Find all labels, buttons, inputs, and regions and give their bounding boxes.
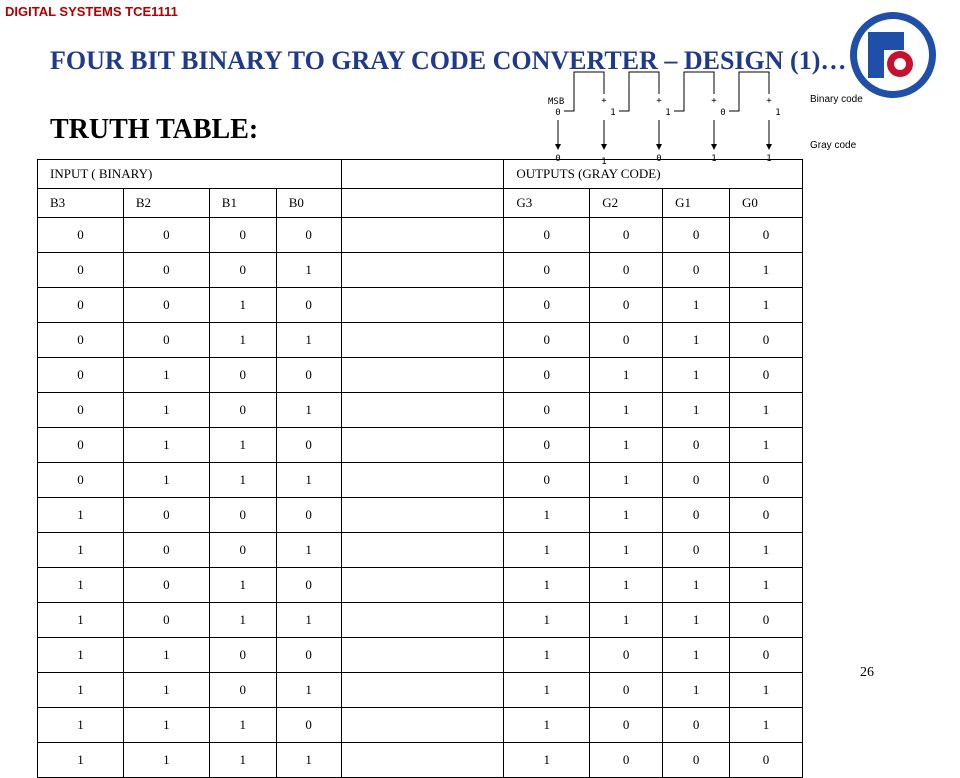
binary-bit: 1 bbox=[775, 108, 781, 118]
table-row bbox=[38, 323, 803, 358]
xor-symbol: + bbox=[601, 96, 607, 106]
table-cell: 0 bbox=[590, 323, 663, 358]
table-row bbox=[38, 638, 803, 673]
table-cell: 1 bbox=[276, 393, 341, 428]
truth-table-heading: TRUTH TABLE: bbox=[50, 114, 259, 145]
gray-bit: 0 bbox=[555, 154, 561, 164]
table-cell: 1 bbox=[276, 463, 341, 498]
table-cell: 0 bbox=[663, 533, 730, 568]
table-cell: 1 bbox=[730, 533, 803, 568]
table-cell: 0 bbox=[123, 498, 209, 533]
table-cell: 1 bbox=[663, 323, 730, 358]
table-cell: 0 bbox=[590, 708, 663, 743]
table-cell: 1 bbox=[276, 253, 341, 288]
table-cell: 1 bbox=[730, 253, 803, 288]
table-cell: 0 bbox=[730, 358, 803, 393]
table-cell: 0 bbox=[38, 323, 124, 358]
table-cell: 0 bbox=[123, 568, 209, 603]
xor-symbol: + bbox=[766, 96, 772, 106]
xor-symbol: + bbox=[711, 96, 717, 106]
table-cell: 0 bbox=[276, 498, 341, 533]
table-cell: 0 bbox=[209, 533, 276, 568]
table-cell: 0 bbox=[730, 603, 803, 638]
table-cell: 0 bbox=[123, 323, 209, 358]
spacer-cell bbox=[341, 358, 504, 393]
table-cell: 0 bbox=[663, 743, 730, 778]
table-cell: 0 bbox=[590, 253, 663, 288]
table-cell: 1 bbox=[504, 673, 590, 708]
table-row bbox=[38, 253, 803, 288]
table-cell: 1 bbox=[504, 638, 590, 673]
table-cell: 1 bbox=[663, 358, 730, 393]
table-cell: 0 bbox=[38, 288, 124, 323]
table-cell: 1 bbox=[209, 463, 276, 498]
table-cell: 0 bbox=[38, 393, 124, 428]
table-cell: 0 bbox=[38, 358, 124, 393]
table-cell: 0 bbox=[276, 358, 341, 393]
table-cell: 1 bbox=[123, 743, 209, 778]
binary-code-legend: Binary code bbox=[810, 94, 863, 105]
spacer-cell bbox=[341, 288, 504, 323]
table-cell: 0 bbox=[663, 463, 730, 498]
table-cell: 0 bbox=[730, 323, 803, 358]
table-row bbox=[38, 743, 803, 778]
table-cell: 0 bbox=[730, 218, 803, 253]
table-cell: 1 bbox=[123, 708, 209, 743]
spacer-cell bbox=[341, 708, 504, 743]
binary-bit: 0 bbox=[555, 108, 561, 118]
table-cell: 1 bbox=[590, 463, 663, 498]
table-row bbox=[38, 358, 803, 393]
table-cell: 1 bbox=[504, 603, 590, 638]
table-cell: 1 bbox=[730, 673, 803, 708]
table-cell: 0 bbox=[504, 428, 590, 463]
table-cell: 0 bbox=[209, 218, 276, 253]
university-logo-icon bbox=[848, 10, 938, 100]
table-cell: 1 bbox=[38, 708, 124, 743]
spacer-cell bbox=[341, 323, 504, 358]
arrow-head-icon bbox=[711, 144, 717, 150]
table-cell: 1 bbox=[123, 393, 209, 428]
table-cell: 1 bbox=[38, 673, 124, 708]
spacer-cell bbox=[341, 673, 504, 708]
table-cell: 0 bbox=[590, 218, 663, 253]
table-row bbox=[38, 568, 803, 603]
spacer-cell bbox=[341, 498, 504, 533]
table-cell: 0 bbox=[504, 218, 590, 253]
column-header: G3 bbox=[504, 189, 590, 218]
table-cell: 1 bbox=[504, 743, 590, 778]
table-cell: 0 bbox=[276, 708, 341, 743]
group-header-row bbox=[38, 160, 803, 189]
table-cell: 0 bbox=[276, 218, 341, 253]
table-cell: 0 bbox=[663, 708, 730, 743]
table-cell: 1 bbox=[38, 743, 124, 778]
table-cell: 0 bbox=[730, 498, 803, 533]
column-header: G0 bbox=[730, 189, 803, 218]
table-cell: 0 bbox=[590, 743, 663, 778]
table-cell: 1 bbox=[504, 498, 590, 533]
spacer-cell bbox=[341, 393, 504, 428]
input-group-header: INPUT ( BINARY) bbox=[38, 160, 342, 189]
binary-to-gray-diagram bbox=[540, 68, 790, 168]
table-row bbox=[38, 708, 803, 743]
output-group-header: OUTPUTS (GRAY CODE) bbox=[504, 160, 803, 189]
table-cell: 1 bbox=[276, 533, 341, 568]
table-cell: 1 bbox=[730, 428, 803, 463]
arrow-head-icon bbox=[601, 144, 607, 150]
binary-bit: 1 bbox=[665, 108, 671, 118]
table-cell: 0 bbox=[123, 533, 209, 568]
table-cell: 1 bbox=[730, 568, 803, 603]
table-cell: 0 bbox=[209, 393, 276, 428]
spacer-cell bbox=[341, 189, 504, 218]
table-cell: 0 bbox=[590, 673, 663, 708]
table-cell: 0 bbox=[209, 638, 276, 673]
table-cell: 0 bbox=[504, 253, 590, 288]
table-cell: 1 bbox=[663, 673, 730, 708]
table-cell: 1 bbox=[590, 358, 663, 393]
table-cell: 1 bbox=[276, 603, 341, 638]
table-cell: 1 bbox=[663, 638, 730, 673]
table-cell: 0 bbox=[209, 358, 276, 393]
table-cell: 0 bbox=[38, 463, 124, 498]
table-cell: 1 bbox=[209, 603, 276, 638]
table-cell: 1 bbox=[38, 498, 124, 533]
table-cell: 1 bbox=[123, 638, 209, 673]
connector-line bbox=[564, 72, 604, 111]
table-cell: 1 bbox=[730, 393, 803, 428]
spacer-cell bbox=[341, 428, 504, 463]
table-cell: 0 bbox=[123, 288, 209, 323]
table-cell: 0 bbox=[38, 253, 124, 288]
spacer-cell bbox=[341, 743, 504, 778]
msb-label: MSB bbox=[548, 97, 565, 107]
table-cell: 1 bbox=[276, 743, 341, 778]
table-cell: 1 bbox=[123, 673, 209, 708]
table-cell: 1 bbox=[38, 638, 124, 673]
connector-line bbox=[619, 72, 659, 111]
gray-bit: 1 bbox=[601, 157, 607, 167]
table-cell: 1 bbox=[590, 533, 663, 568]
slide-number: 26 bbox=[860, 665, 874, 680]
table-cell: 0 bbox=[730, 743, 803, 778]
gray-bit: 1 bbox=[766, 154, 772, 164]
table-cell: 0 bbox=[504, 288, 590, 323]
arrow-head-icon bbox=[555, 144, 561, 150]
table-cell: 0 bbox=[504, 358, 590, 393]
spacer-cell bbox=[341, 638, 504, 673]
table-cell: 0 bbox=[276, 428, 341, 463]
table-cell: 1 bbox=[209, 708, 276, 743]
table-cell: 0 bbox=[276, 568, 341, 603]
table-cell: 0 bbox=[38, 428, 124, 463]
truth-table bbox=[37, 159, 803, 778]
spacer-cell bbox=[341, 218, 504, 253]
gray-code-legend: Gray code bbox=[810, 140, 857, 151]
arrow-head-icon bbox=[656, 144, 662, 150]
table-cell: 0 bbox=[504, 323, 590, 358]
gray-bit: 1 bbox=[711, 154, 717, 164]
spacer-cell bbox=[341, 253, 504, 288]
spacer-cell bbox=[341, 533, 504, 568]
binary-bit: 0 bbox=[720, 108, 726, 118]
table-cell: 1 bbox=[590, 498, 663, 533]
truth-table-body bbox=[38, 160, 803, 778]
arrow-head-icon bbox=[766, 144, 772, 150]
table-cell: 1 bbox=[663, 288, 730, 323]
table-cell: 1 bbox=[38, 533, 124, 568]
table-cell: 1 bbox=[123, 463, 209, 498]
spacer-cell bbox=[341, 160, 504, 189]
table-cell: 1 bbox=[123, 428, 209, 463]
table-cell: 1 bbox=[209, 428, 276, 463]
course-label: DIGITAL SYSTEMS TCE1111 bbox=[5, 4, 178, 19]
table-cell: 0 bbox=[504, 463, 590, 498]
table-cell: 1 bbox=[730, 288, 803, 323]
table-cell: 1 bbox=[590, 603, 663, 638]
gray-bit: 0 bbox=[656, 154, 662, 164]
column-header: G1 bbox=[663, 189, 730, 218]
table-cell: 1 bbox=[663, 393, 730, 428]
table-row bbox=[38, 463, 803, 498]
table-cell: 1 bbox=[209, 743, 276, 778]
table-cell: 0 bbox=[276, 638, 341, 673]
column-header: G2 bbox=[590, 189, 663, 218]
table-cell: 1 bbox=[209, 323, 276, 358]
table-cell: 0 bbox=[730, 638, 803, 673]
table-cell: 1 bbox=[590, 393, 663, 428]
spacer-cell bbox=[341, 463, 504, 498]
table-cell: 0 bbox=[590, 288, 663, 323]
table-cell: 0 bbox=[663, 428, 730, 463]
table-cell: 1 bbox=[276, 673, 341, 708]
spacer-cell bbox=[341, 603, 504, 638]
table-cell: 0 bbox=[123, 253, 209, 288]
table-cell: 1 bbox=[504, 708, 590, 743]
table-cell: 1 bbox=[38, 568, 124, 603]
table-cell: 0 bbox=[590, 638, 663, 673]
table-cell: 1 bbox=[590, 428, 663, 463]
table-row bbox=[38, 498, 803, 533]
table-cell: 0 bbox=[276, 288, 341, 323]
table-cell: 0 bbox=[663, 218, 730, 253]
table-cell: 0 bbox=[123, 603, 209, 638]
column-header: B1 bbox=[209, 189, 276, 218]
table-cell: 1 bbox=[276, 323, 341, 358]
table-cell: 0 bbox=[209, 498, 276, 533]
connector-line bbox=[674, 72, 714, 111]
table-row bbox=[38, 603, 803, 638]
column-header: B3 bbox=[38, 189, 124, 218]
spacer-cell bbox=[341, 568, 504, 603]
table-cell: 0 bbox=[663, 498, 730, 533]
table-cell: 1 bbox=[663, 568, 730, 603]
binary-bit: 1 bbox=[610, 108, 616, 118]
table-cell: 0 bbox=[38, 218, 124, 253]
table-row bbox=[38, 218, 803, 253]
table-cell: 1 bbox=[209, 568, 276, 603]
table-row bbox=[38, 673, 803, 708]
table-cell: 1 bbox=[730, 708, 803, 743]
table-cell: 1 bbox=[504, 533, 590, 568]
table-row bbox=[38, 393, 803, 428]
table-cell: 0 bbox=[730, 463, 803, 498]
table-cell: 0 bbox=[209, 673, 276, 708]
table-cell: 0 bbox=[504, 393, 590, 428]
table-cell: 1 bbox=[209, 288, 276, 323]
column-header: B2 bbox=[123, 189, 209, 218]
connector-line bbox=[729, 72, 769, 111]
table-row bbox=[38, 288, 803, 323]
table-cell: 1 bbox=[123, 358, 209, 393]
table-cell: 0 bbox=[209, 253, 276, 288]
table-row bbox=[38, 533, 803, 568]
table-cell: 1 bbox=[590, 568, 663, 603]
column-header: B0 bbox=[276, 189, 341, 218]
table-row bbox=[38, 428, 803, 463]
table-cell: 0 bbox=[123, 218, 209, 253]
table-cell: 1 bbox=[504, 568, 590, 603]
xor-symbol: + bbox=[656, 96, 662, 106]
slide-title: FOUR BIT BINARY TO GRAY CODE CONVERTER – DESIGN (1)… bbox=[50, 46, 847, 75]
column-header-row bbox=[38, 189, 803, 218]
table-cell: 1 bbox=[663, 603, 730, 638]
table-cell: 1 bbox=[38, 603, 124, 638]
table-cell: 0 bbox=[663, 253, 730, 288]
